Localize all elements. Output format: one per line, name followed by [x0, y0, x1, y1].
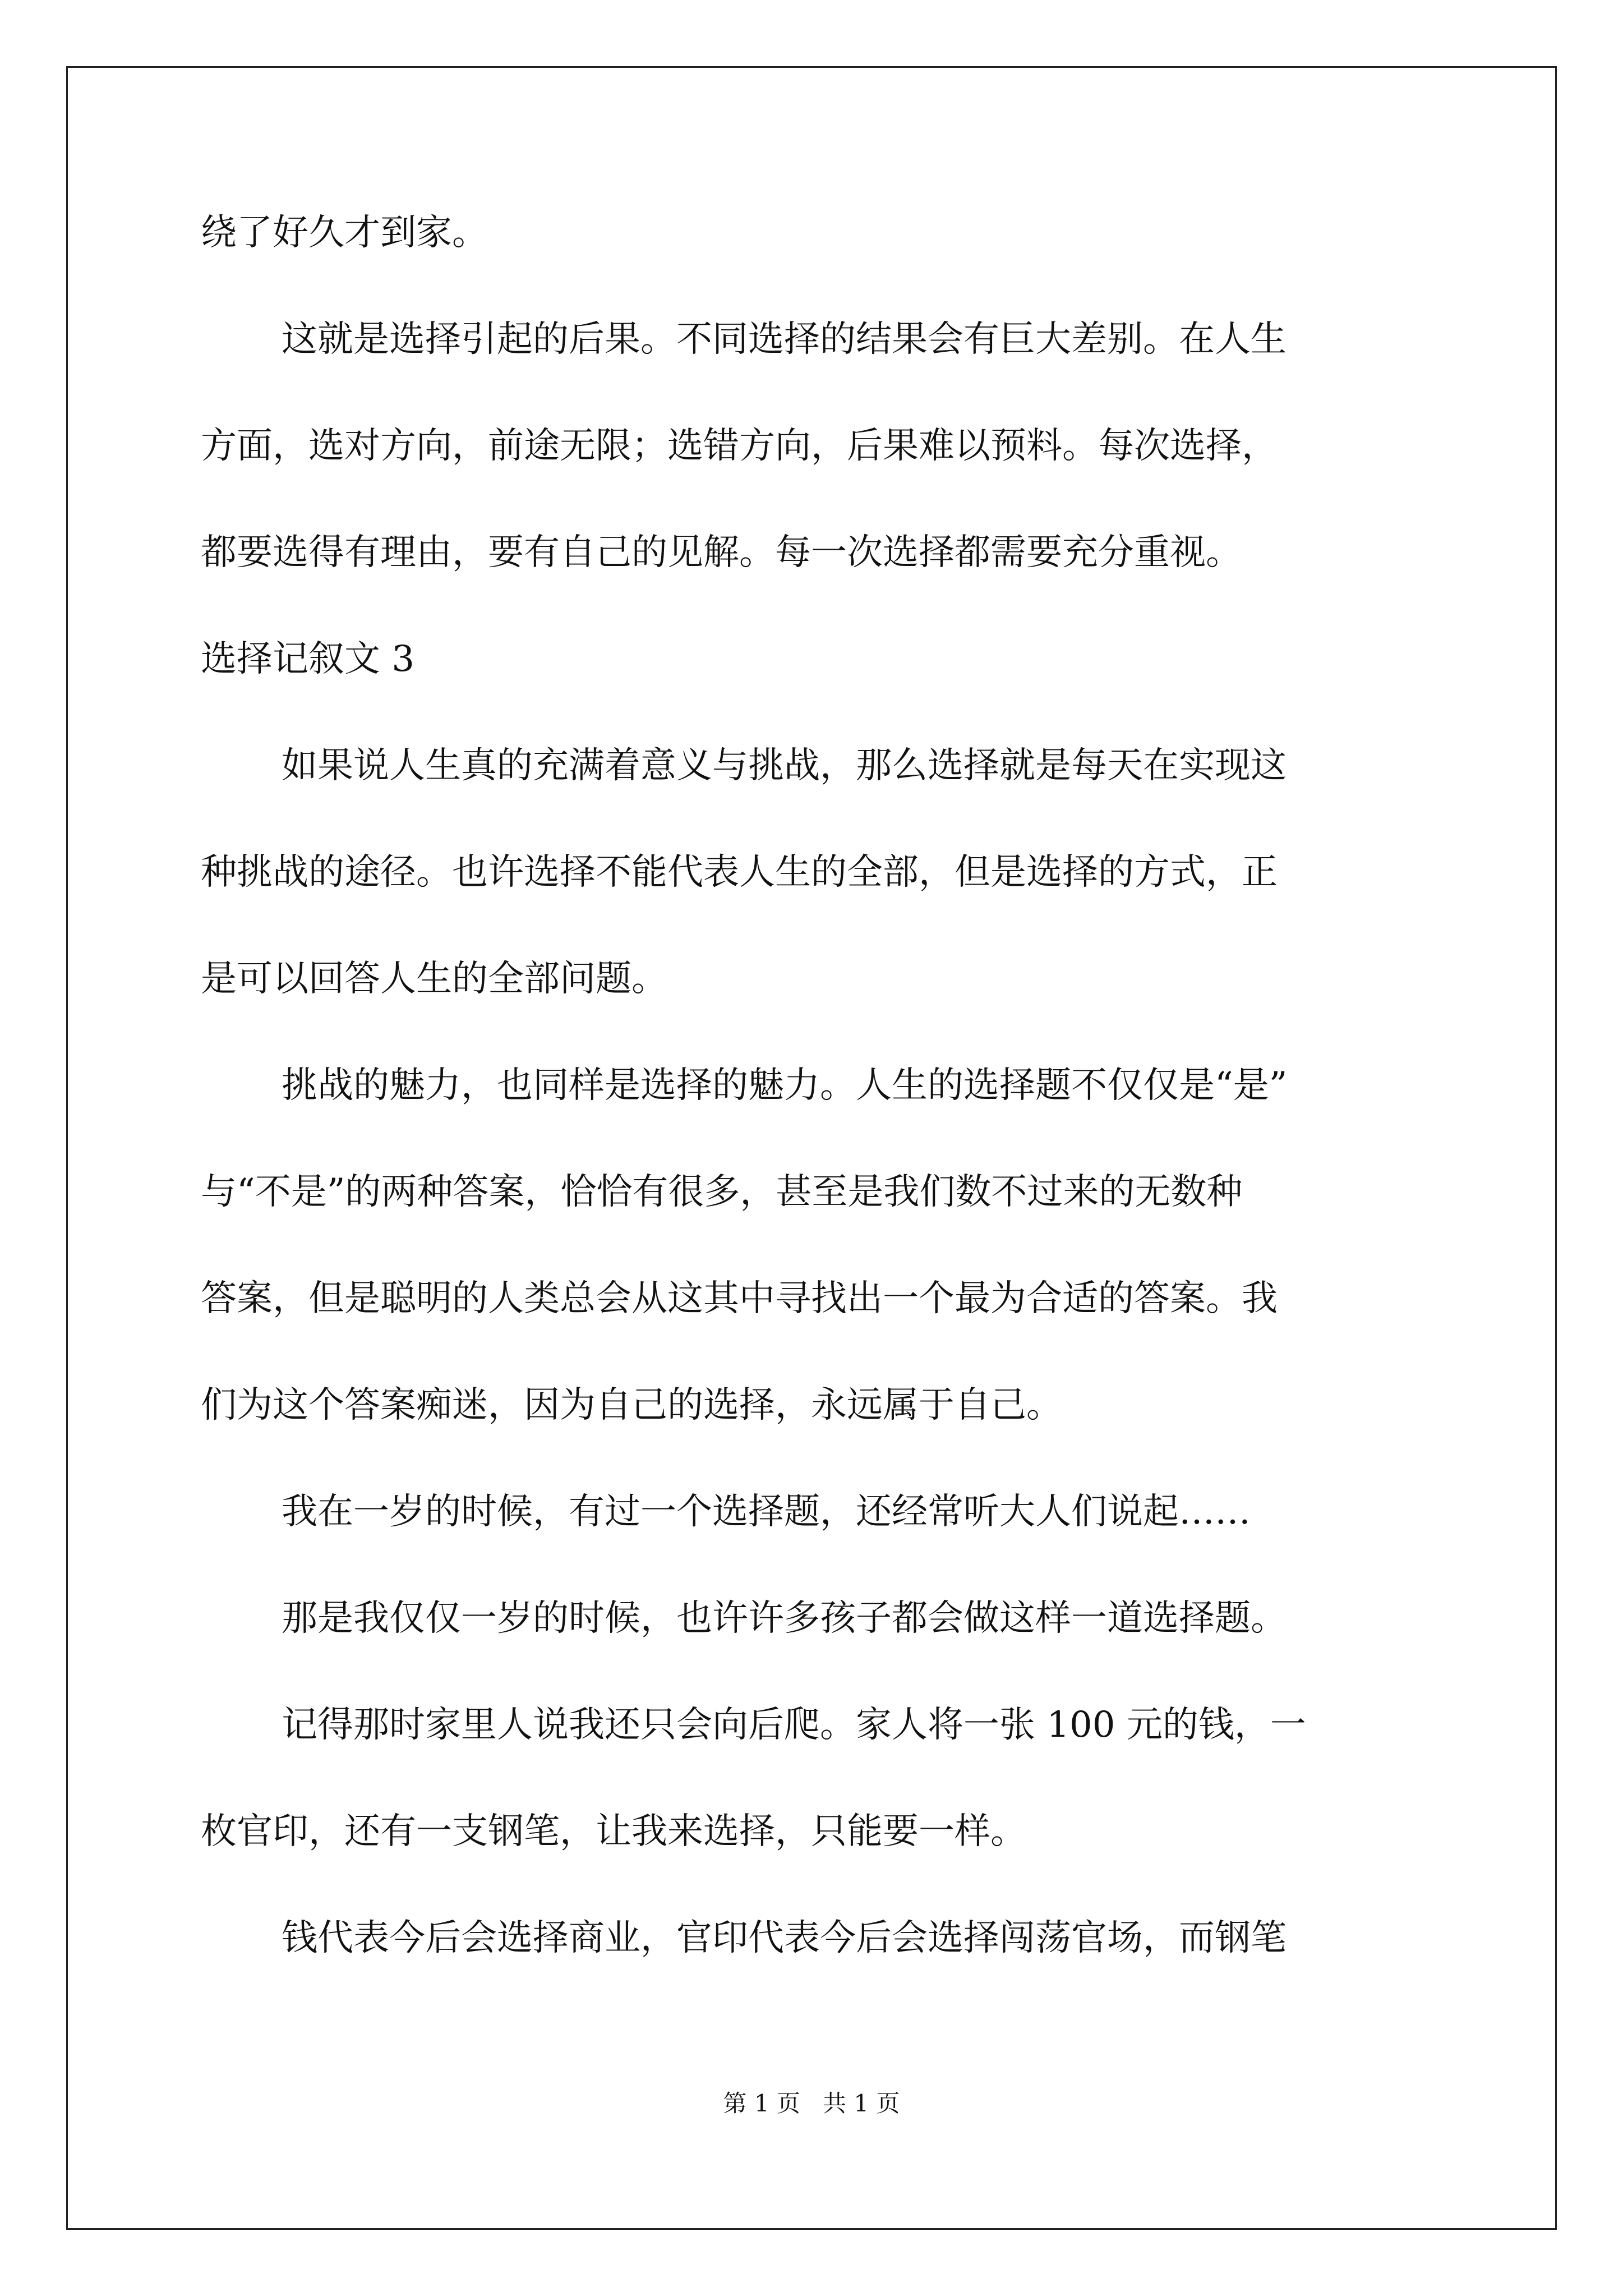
- text-line: 钱代表今后会选择商业，官印代表今后会选择闯荡官场，而钢笔: [282, 1917, 1287, 1959]
- text-line: 挑战的魅力，也同样是选择的魅力。人生的选择题不仅仅是“是”: [282, 1065, 1288, 1106]
- text-line: 记得那时家里人说我还只会向后爬。家人将一张 100 元的钱，一: [282, 1704, 1306, 1746]
- page-number-footer: 第 1 页 共 1 页: [723, 2090, 900, 2117]
- text-line: 方面，选对方向，前途无限；选错方向，后果难以预料。每次选择，: [201, 425, 1278, 467]
- text-line: 那是我仅仅一岁的时候，也许许多孩子都会做这样一道选择题。: [282, 1598, 1287, 1639]
- page-border: [66, 66, 1557, 2230]
- text-line: 种挑战的途径。也许选择不能代表人生的全部，但是选择的方式，正: [201, 852, 1278, 893]
- text-line: 我在一岁的时候，有过一个选择题，还经常听大人们说起……: [282, 1491, 1251, 1533]
- text-line: 与“不是”的两种答案，恰恰有很多，甚至是我们数不过来的无数种: [201, 1171, 1243, 1213]
- text-line: 都要选得有理由，要有自己的见解。每一次选择都需要充分重视。: [201, 532, 1242, 573]
- text-line: 如果说人生真的充满着意义与挑战，那么选择就是每天在实现这: [282, 745, 1287, 786]
- text-line: 们为这个答案痴迷，因为自己的选择，永远属于自己。: [201, 1384, 1062, 1426]
- text-line: 这就是选择引起的后果。不同选择的结果会有巨大差别。在人生: [282, 319, 1287, 360]
- text-line: 绕了好久才到家。: [201, 212, 488, 254]
- text-line: 枚官印，还有一支钢笔，让我来选择，只能要一样。: [201, 1811, 1026, 1852]
- text-line: 答案，但是聪明的人类总会从这其中寻找出一个最为合适的答案。我: [201, 1278, 1278, 1319]
- text-line: 是可以回答人生的全部问题。: [201, 958, 667, 1000]
- section-heading: 选择记叙文 3: [201, 638, 415, 680]
